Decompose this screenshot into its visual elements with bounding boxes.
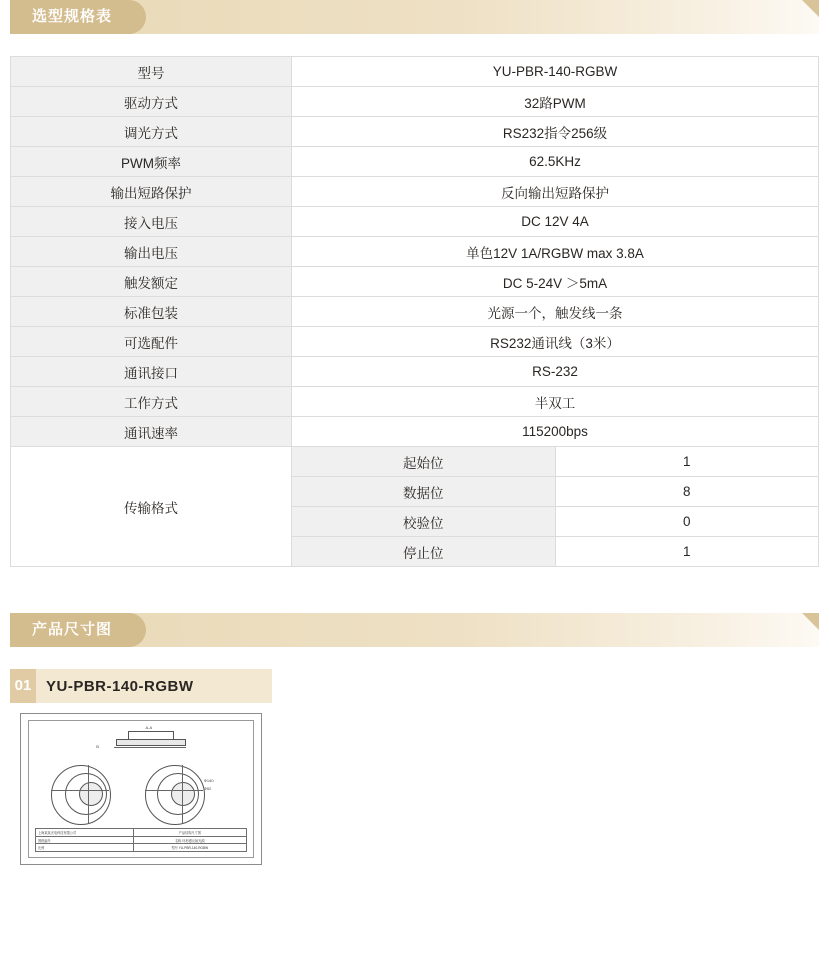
dimension-card <box>10 669 272 879</box>
spec-value-cell: 115200bps <box>292 417 819 447</box>
spec-label-cell: 触发额定 <box>11 267 292 297</box>
spec-label-cell: PWM频率 <box>11 147 292 177</box>
spec-value-cell: DC 5-24V ＞5mA <box>292 267 819 297</box>
drawing-left-centerline-h <box>51 790 109 791</box>
spec-label-cell: 通讯速率 <box>11 417 292 447</box>
table-row <box>11 297 819 327</box>
spec-value-cell: 单色12V 1A/RGBW max 3.8A <box>292 237 819 267</box>
spec-label-cell: 输出电压 <box>11 237 292 267</box>
transmission-sub-label: 校验位 <box>292 507 556 537</box>
technical-drawing <box>20 713 262 865</box>
transmission-sub-label: 数据位 <box>292 477 556 507</box>
transmission-sub-value: 1 <box>555 447 819 477</box>
title-block-company: 上海某某光电科技有限公司 <box>36 829 133 837</box>
transmission-sub-value: 0 <box>555 507 819 537</box>
title-block-scale: 比例 <box>38 846 45 851</box>
spec-label-cell: 输出短路保护 <box>11 177 292 207</box>
title-block-product-model: 型号 YU-PBR-140-RGBW <box>171 846 209 851</box>
table-row <box>11 117 819 147</box>
spec-value-cell: 光源一个，触发线一条 <box>292 297 819 327</box>
spec-label-cell: 标准包装 <box>11 297 292 327</box>
drawing-annotation-section: A-A <box>145 725 153 731</box>
spec-section-banner <box>10 0 819 34</box>
table-row <box>11 207 819 237</box>
table-row <box>11 57 819 87</box>
table-row <box>11 387 819 417</box>
drawing-annotation-diameter-outer: Φ140 <box>203 778 214 784</box>
table-row <box>11 237 819 267</box>
spec-value-cell: 62.5KHz <box>292 147 819 177</box>
spec-table <box>10 56 819 567</box>
spec-value-cell: RS-232 <box>292 357 819 387</box>
drawing-right-centerline-h <box>145 790 203 791</box>
spec-label-cell: 驱动方式 <box>11 87 292 117</box>
spec-value-cell: RS232指令256级 <box>292 117 819 147</box>
spec-value-cell: 半双工 <box>292 387 819 417</box>
drawing-right-centerline-v <box>182 765 183 823</box>
table-row <box>11 177 819 207</box>
drawing-annotation-b: B <box>96 744 99 750</box>
spec-table-body <box>11 57 819 567</box>
spec-value-cell: YU-PBR-140-RGBW <box>292 57 819 87</box>
transmission-sub-label: 停止位 <box>292 537 556 567</box>
transmission-sub-value: 1 <box>555 537 819 567</box>
table-row <box>11 87 819 117</box>
transmission-sub-value: 8 <box>555 477 819 507</box>
table-row <box>11 147 819 177</box>
spec-value-cell: DC 12V 4A <box>292 207 819 237</box>
spec-value-cell: 反向输出短路保护 <box>292 177 819 207</box>
dimension-card-header <box>10 669 272 703</box>
spec-label-cell: 工作方式 <box>11 387 292 417</box>
table-row <box>11 267 819 297</box>
title-block-product-name: 名称 环形漫反射光源 <box>134 837 246 845</box>
table-row <box>11 357 819 387</box>
spec-label-cell: 接入电压 <box>11 207 292 237</box>
spec-table-wrapper <box>10 56 819 567</box>
transmission-format-label: 传输格式 <box>11 447 292 567</box>
spec-label-cell: 通讯接口 <box>11 357 292 387</box>
drawing-title-block <box>35 828 247 852</box>
title-block-right <box>134 829 246 851</box>
spec-section-title: 选型规格表 <box>10 0 146 34</box>
drawing-dim-line-top <box>114 747 186 748</box>
spec-value-cell: 32路PWM <box>292 87 819 117</box>
title-block-drawing-title: 产品结构尺寸图 <box>134 829 246 837</box>
drawing-annotation-diameter-inner: Φ52 <box>203 786 212 792</box>
banner-corner-decoration <box>802 613 819 630</box>
spec-label-cell: 可选配件 <box>11 327 292 357</box>
spec-value-cell: RS232通讯线（3米） <box>292 327 819 357</box>
spec-label-cell: 调光方式 <box>11 117 292 147</box>
title-block-drawing-number: 图纸编号 <box>36 837 133 845</box>
dimension-section-title: 产品尺寸图 <box>10 613 146 647</box>
table-row <box>11 417 819 447</box>
table-row <box>11 447 819 477</box>
spec-label-cell: 型号 <box>11 57 292 87</box>
dimension-section-banner <box>10 613 819 647</box>
dimension-card-body <box>10 703 272 879</box>
dimension-section <box>0 613 829 879</box>
title-block-left <box>36 829 134 851</box>
drawing-section-base <box>116 739 185 746</box>
drawing-left-centerline-v <box>88 765 89 823</box>
transmission-sub-label: 起始位 <box>292 447 556 477</box>
dimension-card-title: YU-PBR-140-RGBW <box>46 677 194 695</box>
drawing-frame <box>28 720 254 858</box>
table-row <box>11 327 819 357</box>
banner-corner-decoration <box>802 0 819 17</box>
dimension-card-index: 01 <box>10 669 36 703</box>
